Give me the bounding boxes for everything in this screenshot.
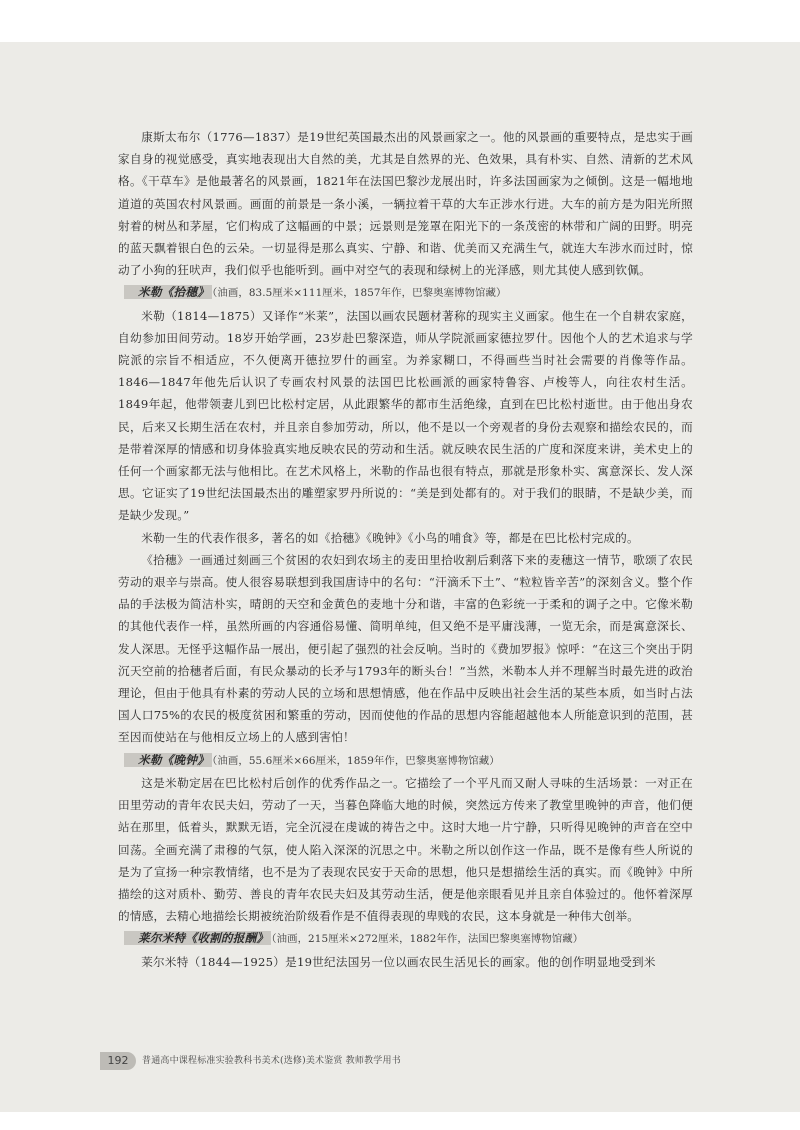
book-page: [0, 42, 800, 1112]
paragraph-millet-bio: 米勒（1814—1875）又译作“米莱”，法国以画农民题材著称的现实主义画家。他生在一个自耕农家庭，自幼参加田间劳动。18岁开始学画，23岁赴巴黎深造，师从学院派画家德拉罗什。因他个人的艺术追求与学院派的宗旨不相适应，不久便离开德拉罗什的画室。为养家糊口，不得画些当时社会需要的肖像等作品。1846—1847年他先后认识了专画农村风景的法国巴比松画派的画家特鲁容、卢梭等人，向往农村生活。1849年起，他带领妻儿到巴比松村定居，从此跟繁华的都市生活绝缘，直到在巴比松村逝世。由于他出身农民，后来又长期生活在农村，并且亲自参加劳动，所以，他不是以一个旁观者的身份去观察和描绘农民的，而是带着深厚的情感和切身体验真实地反映农民的劳动和生活。就反映农民生活的广度和深度来讲，美术史上的任何一个画家都无法与他相比。在艺术风格上，米勒的作品也很有特点，那就是形象朴实、寓意深长、发人深思。它证实了19世纪法国最杰出的雕塑家罗丹所说的：“美是到处都有的。对于我们的眼睛，不是缺少美，而是缺少发现。”: [118, 308, 693, 523]
caption-angelus: [118, 749, 693, 772]
caption-harvest-wages: [118, 927, 693, 950]
caption-title: 莱尔米特《收割的报酬》: [124, 931, 271, 945]
paragraph-constable: 康斯太布尔（1776—1837）是19世纪英国最杰出的风景画家之一。他的风景画的重要特点，是忠实于画家自身的视觉感受，真实地表现出大自然的美，尤其是自然界的光、色效果，具有朴实、自然、清新的艺术风格。《干草车》是他最著名的风景画，1821年在法国巴黎沙龙展出时，许多法国画家为之倾倒。这是一幅地地道道的英国农村风景画。画面的前景是一条小溪，一辆拉着干草的大车正涉水行进。大车的前方是为阳光所照射着的树丛和茅屋，它们构成了这幅画的中景；远景则是笼罩在阳光下的一条茂密的林带和广阔的田野。明亮的蓝天飘着银白色的云朵。一切显得是那么真实、宁静、和谐、优美而又充满生气，就连大车涉水而过时，惊动了小狗的狂吠声，我们似乎也能听到。画中对空气的表现和绿树上的光泽感，则尤其使人感到钦佩。: [118, 130, 693, 278]
caption-detail: （油画，215厘米×272厘米，1882年作，法国巴黎奥塞博物馆藏）: [271, 933, 584, 946]
caption-detail: （油画，83.5厘米×111厘米，1857年作，巴黎奥塞博物馆藏）: [212, 287, 507, 300]
body-text: [118, 126, 693, 973]
page-number: 192: [100, 1052, 136, 1070]
paragraph-millet-works: 米勒一生的代表作很多，著名的如《拾穗》《晚钟》《小鸟的哺食》等，都是在巴比松村完成的。: [141, 530, 639, 545]
caption-gleaners: [118, 281, 693, 304]
caption-detail: （油画，55.6厘米×66厘米，1859年作，巴黎奥塞博物馆藏）: [212, 754, 500, 767]
paragraph-lhermitte: 莱尔米特（1844—1925）是19世纪法国另一位以画农民生活见长的画家。他的创作明显地受到米: [141, 954, 656, 969]
page-footer: [100, 1052, 720, 1070]
caption-title: 米勒《晚钟》: [124, 753, 212, 767]
paragraph-gleaners: 《拾穗》一画通过刻画三个贫困的农妇到农场主的麦田里拾收割后剩落下来的麦穗这一情节，歌颂了农民劳动的艰辛与崇高。使人很容易联想到我国唐诗中的名句：“汗滴禾下土”、“粒粒皆辛苦”的深刻含义。整个作品的手法极为简洁朴实，晴朗的天空和金黄色的麦地十分和谐，丰富的色彩统一于柔和的调子之中。它像米勒的其他代表作一样，虽然所画的内容通俗易懂、简明单纯，但又绝不是平庸浅薄，一览无余，而是寓意深长、发人深思。无怪乎这幅作品一展出，便引起了强烈的社会反响。当时的《费加罗报》惊呼：“在这三个突出于阴沉天空前的拾穗者后面，有民众暴动的长矛与1793年的断头台！”当然，米勒本人并不理解当时最先进的政治理论，但由于他具有朴素的劳动人民的立场和思想情感，他在作品中反映出社会生活的某些本质，如当时占法国人口75%的农民的极度贫困和繁重的劳动，因而使他的作品的思想内容能超越他本人所能意识到的范围，甚至因而使站在与他相反立场上的人感到害怕！: [118, 552, 693, 745]
caption-title: 米勒《拾穗》: [124, 285, 212, 299]
footer-book-title: 普通高中课程标准实验教科书美术(选修)美术鉴赏 教师教学用书: [142, 1056, 401, 1066]
paragraph-angelus: 这是米勒定居在巴比松村后创作的优秀作品之一。它描绘了一个平凡而又耐人寻味的生活场景：一对正在田里劳动的青年农民夫妇，劳动了一天，当暮色降临大地的时候，突然远方传来了教堂里晚钟的声音，他们便站在那里，低着头，默默无语，完全沉浸在虔诚的祷告之中。这时大地一片宁静，只听得见晚钟的声音在空中回荡。全画充满了肃穆的气氛，使人陷入深深的沉思之中。米勒之所以创作这一作品，既不是像有些人所说的是为了宣扬一种宗教情绪，也不是为了表现农民安于天命的思想，他只是想描绘生活的真实。而《晚钟》中所描绘的这对质朴、勤劳、善良的青年农民夫妇及其劳动生活，便是他亲眼看见并且亲自体验过的。他怀着深厚的情感，去精心地描绘长期被统治阶级看作是不值得表现的卑贱的农民，这本身就是一种伟大创举。: [118, 775, 693, 924]
